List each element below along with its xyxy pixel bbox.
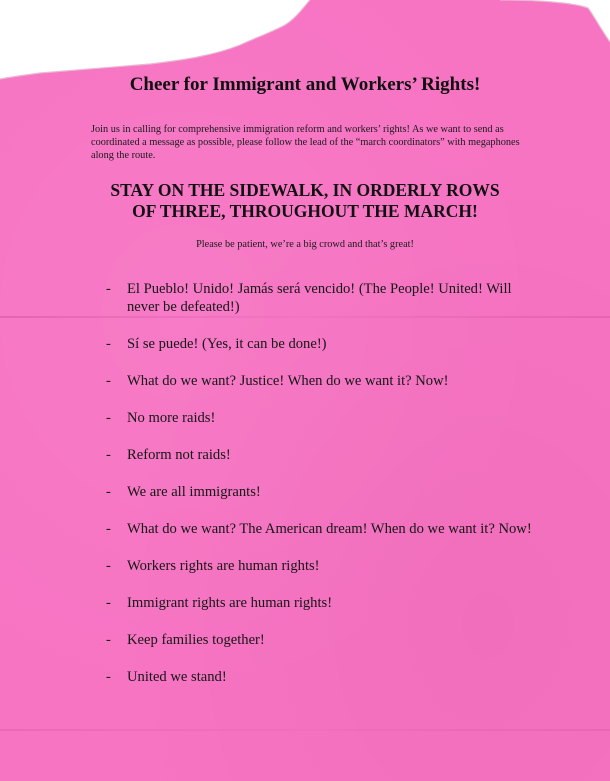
march-instruction bbox=[60, 180, 550, 222]
chant-text: What do we want? The American dream! When do we want it? Now! bbox=[127, 521, 532, 537]
chant-item bbox=[106, 446, 536, 464]
chant-item bbox=[106, 520, 536, 538]
chant-item bbox=[106, 557, 536, 575]
bullet-dash: - bbox=[106, 669, 111, 685]
chant-text: El Pueblo! Unido! Jamás será vencido! (The People! United! Will never be defeated!) bbox=[127, 281, 512, 315]
chant-item bbox=[106, 594, 536, 612]
bullet-dash: - bbox=[106, 373, 111, 389]
instruction-line: OF THREE, THROUGHOUT THE MARCH! bbox=[132, 201, 478, 221]
chant-text: What do we want? Justice! When do we want it? Now! bbox=[127, 373, 449, 389]
paper-fold-crease bbox=[0, 729, 610, 731]
chant-item bbox=[106, 372, 536, 390]
chant-item bbox=[106, 483, 536, 501]
chant-text: Sí se puede! (Yes, it can be done!) bbox=[127, 336, 327, 352]
chant-list bbox=[106, 280, 536, 705]
chant-text: Reform not raids! bbox=[127, 447, 231, 463]
chant-text: Workers rights are human rights! bbox=[127, 558, 320, 574]
chant-text: Keep families together! bbox=[127, 632, 265, 648]
bullet-dash: - bbox=[106, 632, 111, 648]
instruction-line: STAY ON THE SIDEWALK, IN ORDERLY ROWS bbox=[110, 180, 500, 200]
intro-paragraph: Join us in calling for comprehensive immigration reform and workers’ rights! As we want to send as coordinated a message as possible, please follow the lead of the “march coordinators” with megaphones along the route. bbox=[91, 124, 520, 161]
bullet-dash: - bbox=[106, 558, 111, 574]
bullet-dash: - bbox=[106, 484, 111, 500]
bullet-dash: - bbox=[106, 447, 111, 463]
chant-item bbox=[106, 631, 536, 649]
bullet-dash: - bbox=[106, 410, 111, 426]
patience-note: Please be patient, we’re a big crowd and that’s great! bbox=[196, 239, 414, 250]
bullet-dash: - bbox=[106, 281, 111, 297]
chant-item bbox=[106, 280, 536, 316]
bullet-dash: - bbox=[106, 521, 111, 537]
chant-item bbox=[106, 409, 536, 427]
flyer-title: Cheer for Immigrant and Workers’ Rights! bbox=[129, 74, 481, 95]
chant-text: No more raids! bbox=[127, 410, 216, 426]
chant-text: United we stand! bbox=[127, 669, 227, 685]
bullet-dash: - bbox=[106, 336, 111, 352]
chant-text: We are all immigrants! bbox=[127, 484, 261, 500]
bullet-dash: - bbox=[106, 595, 111, 611]
chant-item bbox=[106, 335, 536, 353]
chant-item bbox=[106, 668, 536, 686]
chant-text: Immigrant rights are human rights! bbox=[127, 595, 333, 611]
